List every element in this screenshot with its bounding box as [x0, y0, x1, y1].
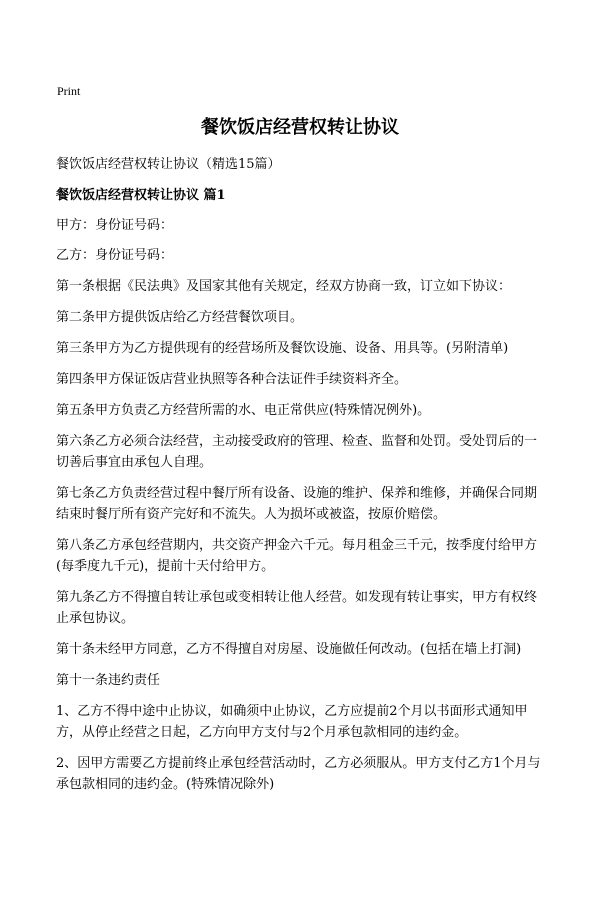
clause-3: 第三条甲方为乙方提供现有的经营场所及餐饮设施、设备、用具等。(另附清单) [56, 341, 509, 356]
clause-11-heading: 第十一条违约责任 [56, 673, 161, 688]
clause-10: 第十条未经甲方同意，乙方不得擅自对房屋、设施做任何改动。(包括在墙上打洞) [56, 642, 522, 657]
clause-8: 第八条乙方承包经营期内，共交资产押金六千元。每月租金三千元，按季度付给甲方(每季度九千元)，提前十天付给甲方。 [56, 538, 538, 574]
clause-11-item-2: 2、因甲方需要乙方提前终止承包经营活动时，乙方必须服从。甲方支付乙方1个月与承包款相同的违约金。(特殊情况除外) [56, 756, 541, 792]
clause-6: 第六条乙方必须合法经营，主动接受政府的管理、检查、监督和处罚。受处罚后的一切善后事宜由承包人自理。 [56, 434, 538, 470]
section-heading: 餐饮饭店经营权转让协议 篇1 [56, 188, 226, 203]
clause-5: 第五条甲方负责乙方经营所需的水、电正常供应(特殊情况例外)。 [56, 403, 431, 418]
clause-11-item-1: 1、乙方不得中途中止协议，如确须中止协议，乙方应提前2个月以书面形式通知甲方，从停止经营之日起，乙方向甲方支付与2个月承包款相同的违约金。 [56, 704, 528, 740]
document-title: 餐饮饭店经营权转让协议 [201, 117, 399, 138]
clause-4: 第四条甲方保证饭店营业执照等各种合法证件手续资料齐全。 [56, 372, 408, 387]
document-subtitle: 餐饮饭店经营权转让协议（精选15篇） [56, 157, 281, 172]
print-label[interactable]: Print [57, 84, 81, 98]
party-a-line: 甲方：身份证号码： [56, 218, 174, 233]
clause-2: 第二条甲方提供饭店给乙方经营餐饮项目。 [56, 310, 304, 325]
clause-9: 第九条乙方不得擅自转让承包或变相转让他人经营。如发现有转让事实，甲方有权终止承包协议。 [56, 590, 538, 626]
clause-1: 第一条根据《民法典》及国家其他有关规定，经双方协商一致，订立如下协议： [56, 279, 512, 294]
document-body [56, 154, 548, 805]
party-b-line: 乙方：身份证号码： [56, 248, 174, 263]
clause-7: 第七条乙方负责经营过程中餐厅所有设备、设施的维护、保养和维修，并确保合同期结束时餐厅所有资产完好和不流失。人为损坏或被盗，按原价赔偿。 [56, 486, 538, 522]
